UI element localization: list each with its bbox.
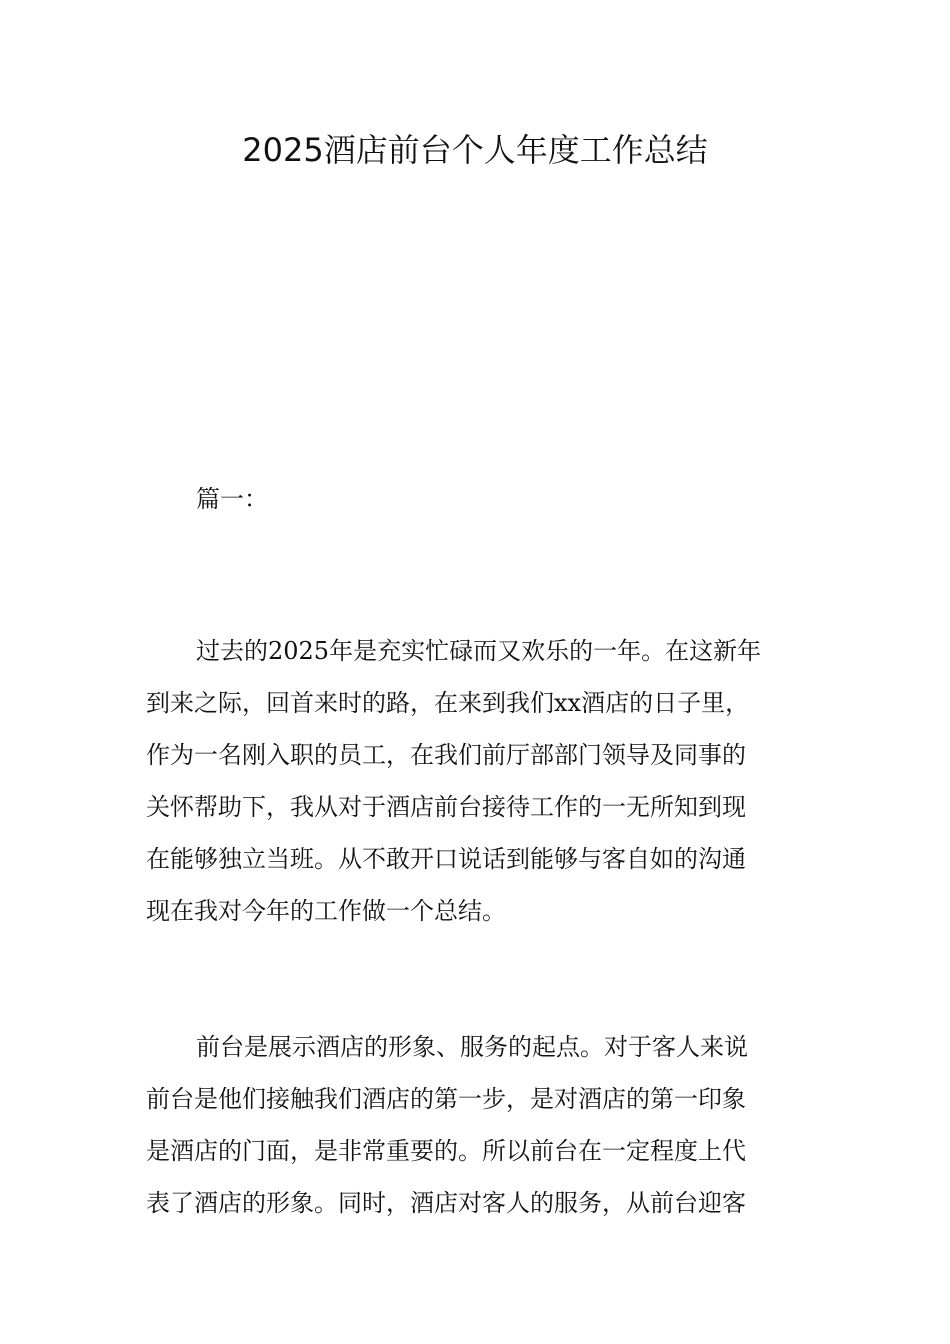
section-label: 篇一： (196, 485, 268, 513)
paragraph-line: 是酒店的门面，是非常重要的。所以前台在一定程度上代 (146, 1137, 746, 1165)
paragraph-line: 现在我对今年的工作做一个总结。 (146, 897, 506, 925)
paragraph-line: 关怀帮助下，我从对于酒店前台接待工作的一无所知到现 (146, 793, 746, 821)
paragraph-line: 表了酒店的形象。同时，酒店对客人的服务，从前台迎客 (146, 1189, 746, 1217)
paragraph-1 (146, 625, 816, 937)
paragraph-line: 前台是展示酒店的形象、服务的起点。对于客人来说 (196, 1033, 748, 1061)
document-title: 2025酒店前台个人年度工作总结 (242, 131, 708, 169)
paragraph-line: 作为一名刚入职的员工，在我们前厅部部门领导及同事的 (146, 741, 746, 769)
paragraph-line: 到来之际，回首来时的路，在来到我们xx酒店的日子里， (146, 689, 750, 717)
paragraph-2 (146, 1021, 816, 1229)
paragraph-line: 过去的2025年是充实忙碌而又欢乐的一年。在这新年 (196, 637, 762, 665)
paragraph-line: 前台是他们接触我们酒店的第一步，是对酒店的第一印象 (146, 1085, 746, 1113)
paragraph-line: 在能够独立当班。从不敢开口说话到能够与客自如的沟通 (146, 845, 746, 873)
